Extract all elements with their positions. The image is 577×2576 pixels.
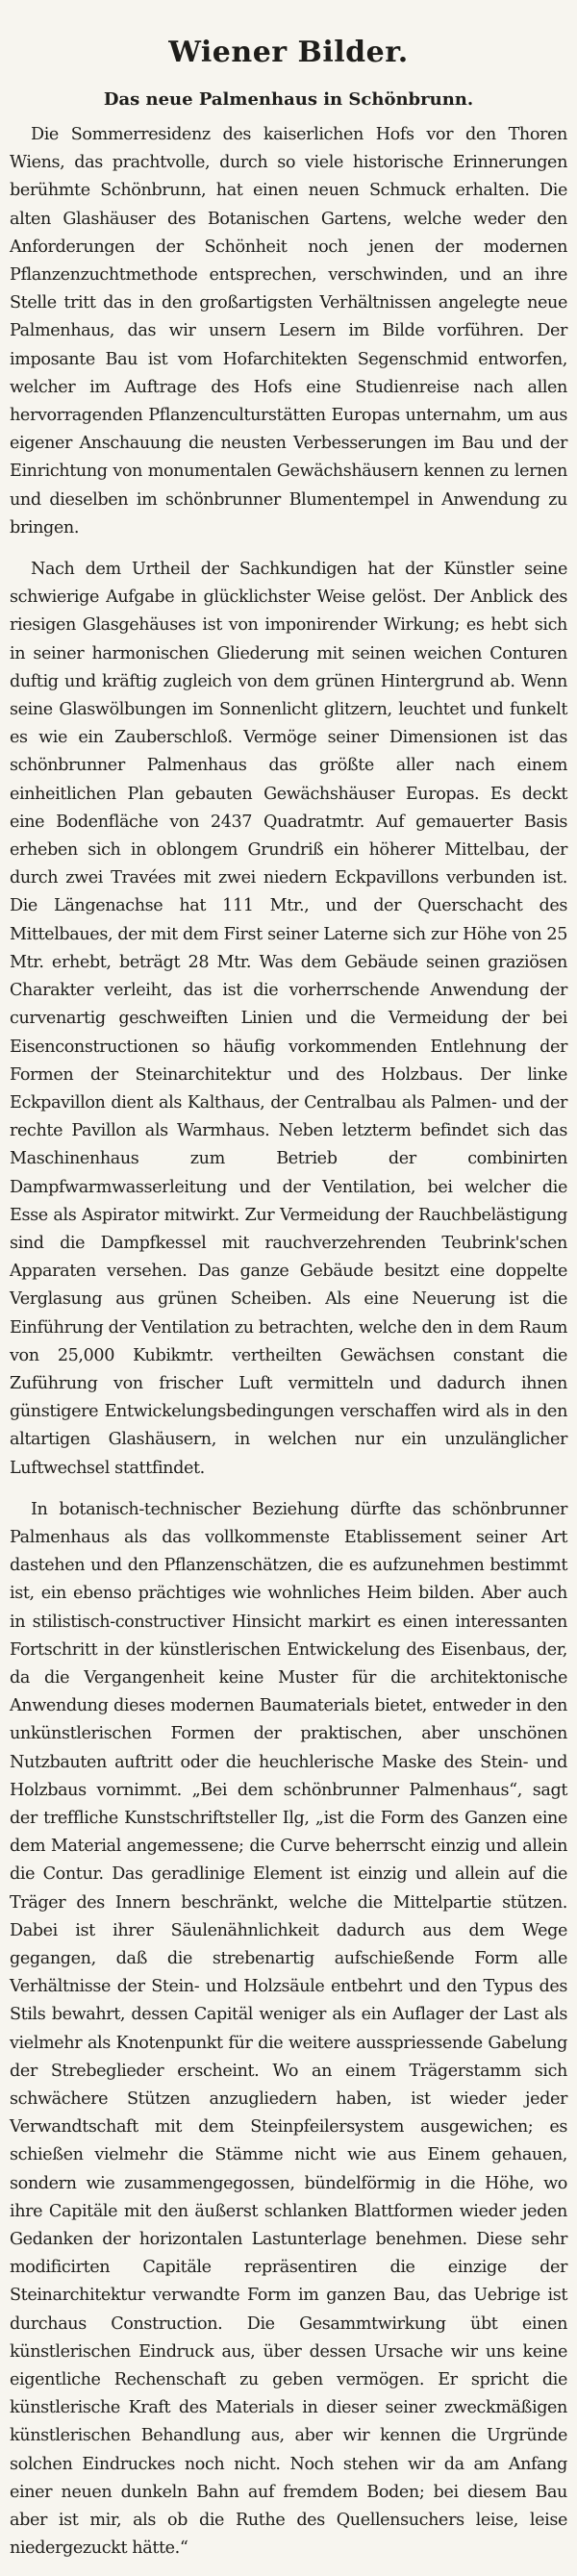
article-paragraph-3: In botanisch-technischer Beziehung dürfte das schönbrunner Palmenhaus als das vollkommenste Etablissement seiner Art dastehen und den Pflanzenschätzen, die es aufzunehmen bestimmt ist, ein ebenso prächtiges wie wohnliches Heim bilden. Aber auch in stilistisch-constructiver Hinsicht markirt es einen interessanten Fortschritt in der künstlerischen Entwickelung des Eisenbaus, der, da die Vergangenheit keine Muster für die architektonische Anwendung dieses modernen Baumaterials bietet, entweder in den unkünstlerischen Formen der praktischen, aber unschönen Nutzbauten auftritt oder die heuchlerische Maske des Stein- und Holzbaus vornimmt. „Bei dem schönbrunner Palmenhaus“, sagt der treffliche Kunstschriftsteller Ilg, „ist die Form des Ganzen eine dem Material angemessene; die Curve beherrscht einzig und allein die Contur. Das geradlinige Element ist einzig und allein auf die Träger des Innern beschränkt, welche die Mittelpartie stützen. Dabei ist ihrer Säulenähnlichkeit dadurch aus dem Wege gegangen, daß die strebenartig aufschießende Form alle Verhältnisse der Stein- und Holzsäule entbehrt und den Typus des Stils bewahrt, dessen Capitäl weniger als ein Auflager der Last als vielmehr als Knotenpunkt für die weitere ausspriessende Gabelung der Strebeglieder erscheint. Wo an einem Trägerstamm sich schwächere Stützen anzugliedern haben, ist wieder jeder Verwandtschaft mit dem Steinpfeilersystem ausgewichen; es schießen vielmehr die Stämme nicht wie aus Einem gehauen, sondern wie zusammengegossen, bündelförmig in die Höhe, wo ihre Capitäle mit den äußerst schlanken Blattformen wieder jeden Gedanken der horizontalen Lastunterlage benehmen. Diese sehr modificirten Capitäle repräsentiren die einzige der Steinarchitektur verwandte Form im ganzen Bau, das Uebrige ist durchaus Construction. Die Gesammtwirkung übt einen künstlerischen Eindruck aus, über dessen Ursache wir uns keine eigentliche Rechenschaft zu geben vermögen. Er spricht die künstlerische Kraft des Materials in dieser seiner zweckmäßigen künstlerischen Behandlung aus, aber wir kennen die Urgründe solchen Eindruckes noch nicht. Noch stehen wir da am Anfang einer neuen dunkeln Bahn auf fremdem Boden; bei diesem Bau aber ist mir, als ob die Ruthe des Quellensuchers leise, leise niedergezuckt hätte.“ — [10, 1499, 567, 2559]
article-subtitle: Das neue Palmenhaus in Schönbrunn. — [103, 89, 474, 110]
article-paragraph-1: Die Sommerresidenz des kaiserlichen Hofs vor den Thoren Wiens, das prachtvolle, durch so viele historische Erinnerungen berühmte Schönbrunn, hat einen neuen Schmuck erhalten. Die alten Glashäuser des Botanischen Gartens, welche weder den Anforderungen der Schönheit noch jenen der modernen Pflanzenzuchtmethode entsprechen, verschwinden, und an ihre Stelle tritt das in den großartigsten Verhältnissen angelegte neue Palmenhaus, das wir unsern Lesern im Bilde vorführen. Der imposante Bau ist vom Hofarchitekten Segenschmid entworfen, welcher im Auftrage des Hofs eine Studienreise nach allen hervorragenden Pflanzenculturstätten Europas unternahm, um aus eigener Anschauung die neusten Verbesserungen im Bau und der Einrichtung von monumentalen Gewächshäusern kennen zu lernen und dieselben im schönbrunner Blumentempel in Anwendung zu bringen. — [10, 125, 567, 538]
article-paragraph-2: Nach dem Urtheil der Sachkundigen hat der Künstler seine schwierige Aufgabe in glücklichster Weise gelöst. Der Anblick des riesigen Glasgehäuses ist von imponirender Wirkung; es hebt sich in seiner harmonischen Gliederung mit seinen weichen Conturen duftig und kräftig zugleich von dem grünen Hintergrund ab. Wenn seine Glaswölbungen im Sonnenlicht glitzern, leuchtet und funkelt es wie ein Zauberschloß. Vermöge seiner Dimensionen ist das schönbrunner Palmenhaus das größte aller nach einem einheitlichen Plan gebauten Gewächshäuser Europas. Es deckt eine Bodenfläche von 2437 Quadratmtr. Auf gemauerter Basis erheben sich in oblongem Grundriß ein höherer Mittelbau, der durch zwei Travées mit zwei niedern Eckpavillons verbunden ist. Die Längenachse hat 111 Mtr., und der Querschacht des Mittelbaues, der mit dem First seiner Laterne sich zur Höhe von 25 Mtr. erhebt, beträgt 28 Mtr. Was dem Gebäude seinen graziösen Charakter verleiht, das ist die vorherrschende Anwendung der curvenartig geschweiften Linien und die Vermeidung der bei Eisenconstructionen so häufig vorkommenden Entlehnung der Formen der Steinarchitektur und des Holzbaus. Der linke Eckpavillon dient als Kalthaus, der Centralbau als Palmen- und der rechte Pavillon als Warmhaus. Neben letzterm befindet sich das Maschinenhaus zum Betrieb der combinirten Dampfwarmwasserleitung und der Ventilation, bei welcher die Esse als Aspirator mitwirkt. Zur Vermeidung der Rauchbelästigung sind die Dampfkessel mit rauchverzehrenden Teubrink'schen Apparaten versehen. Das ganze Gebäude besitzt eine doppelte Verglasung aus grünen Scheiben. Als eine Neuerung ist die Einführung der Ventilation zu betrachten, welche den in dem Raum von 25,000 Kubikmtr. vertheilten Gewächsen constant die Zuführung von frischer Luft vermitteln und dadurch ihnen günstigere Entwickelungsbedingungen verschaffen wird als in den altartigen Glashäusern, in welchen nur ein unzulänglicher Luftwechsel stattfindet. — [10, 560, 567, 1478]
article-title: Wiener Bilder. — [168, 36, 409, 69]
